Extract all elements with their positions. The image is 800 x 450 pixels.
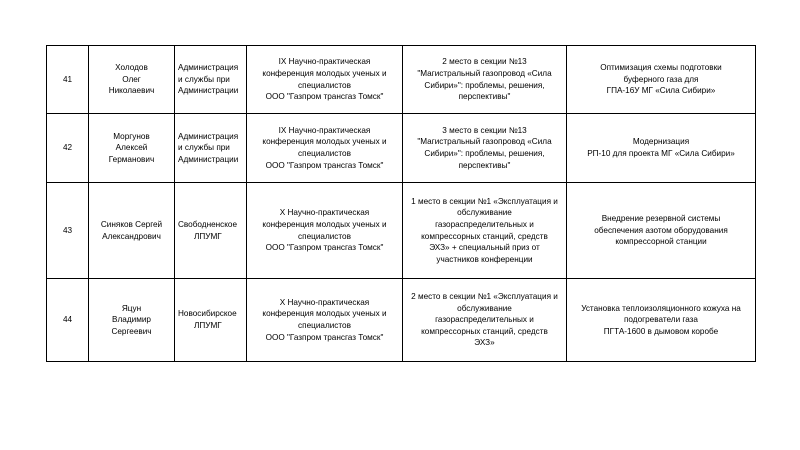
- organization: Новосибирское ЛПУМГ: [175, 279, 247, 362]
- table-row: [47, 279, 756, 362]
- project-topic: Модернизация РП-10 для проекта МГ «Сила Сибири»: [567, 114, 756, 183]
- result: 3 место в секции №13 "Магистральный газопровод «Сила Сибири»": проблемы, решения, перспективы": [403, 114, 567, 183]
- result: 1 место в секции №1 «Эксплуатация и обслуживание газораспределительных и компрессорных станций, средств ЭХЗ» + специальный приз от участников конференции: [403, 183, 567, 279]
- row-number: 42: [47, 114, 89, 183]
- result: 2 место в секции №13 "Магистральный газопровод «Сила Сибири»": проблемы, решения, перспективы": [403, 46, 567, 114]
- row-number: 41: [47, 46, 89, 114]
- table-row: [47, 114, 756, 183]
- project-topic: Внедрение резервной системы обеспечения азотом оборудования компрессорной станции: [567, 183, 756, 279]
- table-row: [47, 46, 756, 114]
- participant-name: Холодов Олег Николаевич: [89, 46, 175, 114]
- result: 2 место в секции №1 «Эксплуатация и обслуживание газораспределительных и компрессорных станций, средств ЭХЗ»: [403, 279, 567, 362]
- organization: Администрация и службы при Администрации: [175, 114, 247, 183]
- conference: IX Научно-практическая конференция молодых ученых и специалистов ООО "Газпром трансгаз Томск": [247, 114, 403, 183]
- participant-name: Яцун Владимир Сергеевич: [89, 279, 175, 362]
- row-number: 44: [47, 279, 89, 362]
- conference: IX Научно-практическая конференция молодых ученых и специалистов ООО "Газпром трансгаз Томск": [247, 46, 403, 114]
- table-row: [47, 183, 756, 279]
- awards-table: [46, 45, 756, 362]
- participant-name: Синяков Сергей Александрович: [89, 183, 175, 279]
- project-topic: Установка теплоизоляционного кожуха на подогреватели газа ПГТА-1600 в дымовом коробе: [567, 279, 756, 362]
- conference: X Научно-практическая конференция молодых ученых и специалистов ООО "Газпром трансгаз Томск": [247, 279, 403, 362]
- conference: X Научно-практическая конференция молодых ученых и специалистов ООО "Газпром трансгаз Томск": [247, 183, 403, 279]
- participant-name: Моргунов Алексей Германович: [89, 114, 175, 183]
- row-number: 43: [47, 183, 89, 279]
- organization: Свободненское ЛПУМГ: [175, 183, 247, 279]
- organization: Администрация и службы при Администрации: [175, 46, 247, 114]
- project-topic: Оптимизация схемы подготовки буферного газа для ГПА-16У МГ «Сила Сибири»: [567, 46, 756, 114]
